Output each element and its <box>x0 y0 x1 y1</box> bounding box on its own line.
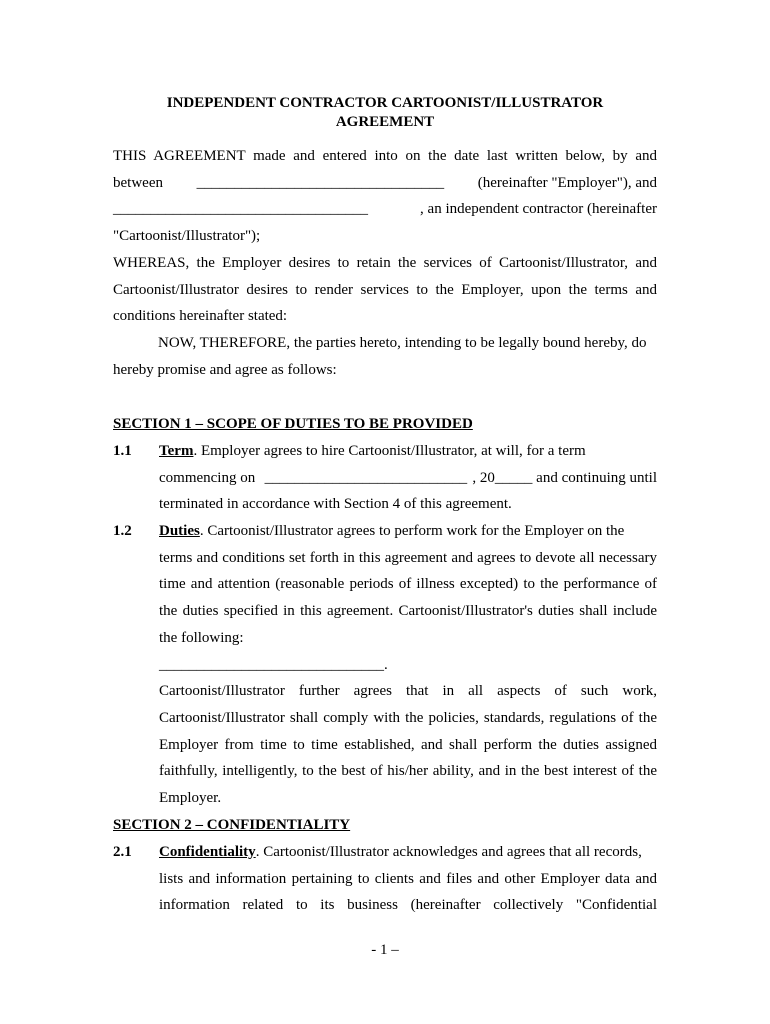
clause-1-2-line-4: the duties specified in this agreement. Cartoonist/Illustrator's duties shall include <box>159 603 657 620</box>
clause-1-2-line-1: Duties. Cartoonist/Illustrator agrees to perform work for the Employer on the <box>159 523 625 539</box>
page-number: - 1 – <box>371 942 399 958</box>
clause-2-1-body <box>159 839 657 919</box>
now-therefore-paragraph <box>113 330 657 383</box>
document-title <box>113 94 657 132</box>
clause-2-1-number: 2.1 <box>113 844 132 860</box>
further-line-5: Employer. <box>159 790 222 807</box>
section-1-heading: SECTION 1 – SCOPE OF DUTIES TO BE PROVIDED <box>113 416 473 432</box>
clause-1-1-body <box>159 438 657 518</box>
whereas-line-1: WHEREAS, the Employer desires to retain the services of Cartoonist/Illustrator, and <box>113 255 657 271</box>
intro-line-1: THIS AGREEMENT made and entered into on the date last written below, by and <box>113 148 657 164</box>
clause-2-1-line-3: information related to its business (hereinafter collectively "Confidential <box>159 897 657 914</box>
clause-1-1-line-2: commencing on ___________________________ , 20_____ and continuing until <box>159 465 657 492</box>
confidentiality-label: Confidentiality <box>159 844 256 860</box>
intro-line-2: between _________________________________ (hereinafter "Employer"), and <box>113 170 657 197</box>
whereas-paragraph <box>113 250 657 330</box>
clause-2-1-line-2: lists and information pertaining to clients and files and other Employer data and <box>159 870 657 887</box>
whereas-line-3: conditions hereinafter stated: <box>113 308 288 325</box>
clause-1-2-line-2: terms and conditions set forth in this agreement and agrees to devote all necessary <box>159 549 657 566</box>
intro-paragraph <box>113 143 657 250</box>
further-line-2: Cartoonist/Illustrator shall comply with the policies, standards, regulations of the <box>159 709 657 726</box>
clause-2-1-line-1: Confidentiality. Cartoonist/Illustrator acknowledges and agrees that all records, <box>159 844 642 860</box>
commencement-date-blank[interactable]: ___________________________ <box>264 469 468 486</box>
section-2-heading: SECTION 2 – CONFIDENTIALITY <box>113 817 351 833</box>
clause-1-2-body <box>159 518 657 812</box>
further-line-1: Cartoonist/Illustrator further agrees that in all aspects of such work, <box>159 683 657 700</box>
clause-1-1-line-3: terminated in accordance with Section 4 of this agreement. <box>159 496 512 513</box>
contractor-name-blank[interactable]: __________________________________ <box>113 201 368 218</box>
clause-1-1-line-1: Term. Employer agrees to hire Cartoonist/Illustrator, at will, for a term <box>159 443 586 459</box>
title-line-2: AGREEMENT <box>335 114 435 130</box>
clause-1-2-line-3: time and attention (reasonable periods of illness excepted) to the performance of <box>159 576 657 593</box>
further-line-4: faithfully, intelligently, to the best of his/her ability, and in the best interest of the <box>159 763 657 780</box>
clause-1-1-number: 1.1 <box>113 443 132 459</box>
term-label: Term <box>159 443 194 459</box>
title-line-1: INDEPENDENT CONTRACTOR CARTOONIST/ILLUSTRATOR <box>166 95 604 111</box>
now-therefore-line-1: NOW, THEREFORE, the parties hereto, intending to be legally bound hereby, do <box>158 335 647 351</box>
further-line-3: Employer from time to time established, and shall perform the duties assigned <box>159 736 657 753</box>
clause-1-2-line-5: the following: <box>159 629 244 646</box>
intro-line-4: "Cartoonist/Illustrator"); <box>113 228 261 245</box>
now-therefore-line-2: hereby promise and agree as follows: <box>113 361 337 378</box>
employer-name-blank[interactable]: _________________________________ <box>196 174 445 191</box>
intro-line-3: __________________________________ , an independent contractor (hereinafter <box>113 196 657 223</box>
whereas-line-2: Cartoonist/Illustrator desires to render services to the Employer, upon the terms and <box>113 281 657 298</box>
duties-blank[interactable]: ______________________________. <box>159 656 388 673</box>
clause-1-2-number: 1.2 <box>113 523 132 539</box>
duties-label: Duties <box>159 523 200 539</box>
